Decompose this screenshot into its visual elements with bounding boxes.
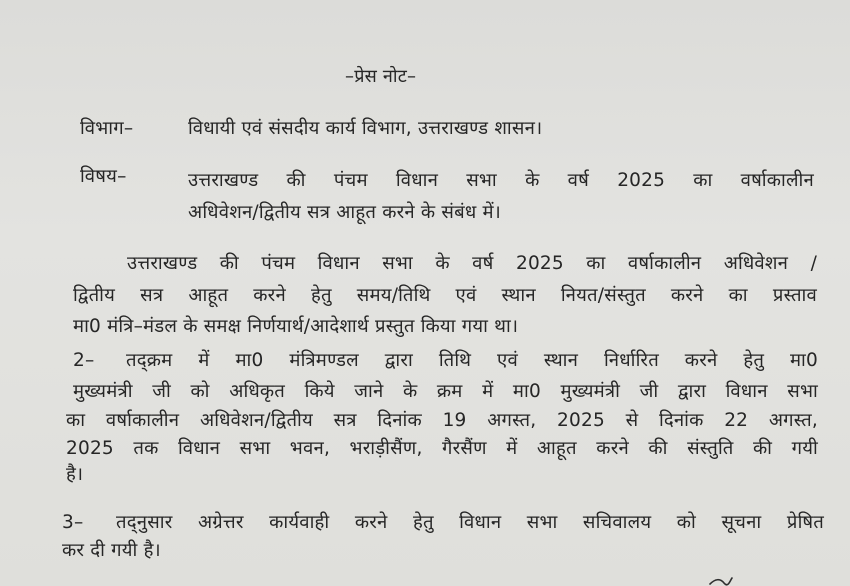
paragraph-2-number: 2– — [73, 350, 95, 371]
paragraph-1-line-1: उत्तराखण्ड की पंचम विधान सभा के वर्ष 2025 का वर्षाकालीन अधिवेशन / — [127, 253, 817, 274]
document-title: –प्रेस नोट– — [345, 66, 417, 87]
pen-mark — [708, 575, 734, 586]
subject-label: विषय– — [80, 166, 127, 187]
paragraph-2-line-4: 2025 तक विधान सभा भवन, भराड़ीसैंण, गैरसैंण में आहूत करने की संस्तुति की गयी — [66, 438, 818, 459]
paragraph-2-line-5: है। — [66, 464, 84, 485]
paragraph-3-line-1: तद्नुसार अग्रेत्तर कार्यवाही करने हेतु विधान सभा सचिवालय को सूचना प्रेषित — [116, 512, 824, 533]
paragraph-2-line-2: मुख्यमंत्री जी को अधिकृत किये जाने के क्रम में मा0 मुख्यमंत्री जी द्वारा विधान सभा — [73, 381, 818, 402]
paragraph-1-line-2: द्वितीय सत्र आहूत करने हेतु समय/तिथि एवं स्थान नियत/संस्तुत करने का प्रस्ताव — [73, 285, 817, 306]
paragraph-1-line-3: मा0 मंत्रि–मंडल के समक्ष निर्णयार्थ/आदेशार्थ प्रस्तुत किया गया था। — [73, 316, 519, 337]
department-text: विधायी एवं संसदीय कार्य विभाग, उत्तराखण्ड शासन। — [188, 118, 543, 139]
subject-line-2: अधिवेशन/द्वितीय सत्र आहूत करने के संबंध में। — [188, 202, 502, 223]
paragraph-3-number: 3– — [62, 512, 84, 533]
paragraph-2-line-3: का वर्षाकालीन अधिवेशन/द्वितीय सत्र दिनांक 19 अगस्त, 2025 से दिनांक 22 अगस्त, — [66, 410, 818, 431]
department-label: विभाग– — [80, 118, 134, 139]
paragraph-3-line-2: कर दी गयी है। — [62, 540, 161, 561]
subject-line-1: उत्तराखण्ड की पंचम विधान सभा के वर्ष 2025 का वर्षाकालीन — [188, 170, 814, 191]
paragraph-2-line-1: तद्क्रम में मा0 मंत्रिमण्डल द्वारा तिथि एवं स्थान निर्धारित करने हेतु मा0 — [126, 350, 818, 371]
